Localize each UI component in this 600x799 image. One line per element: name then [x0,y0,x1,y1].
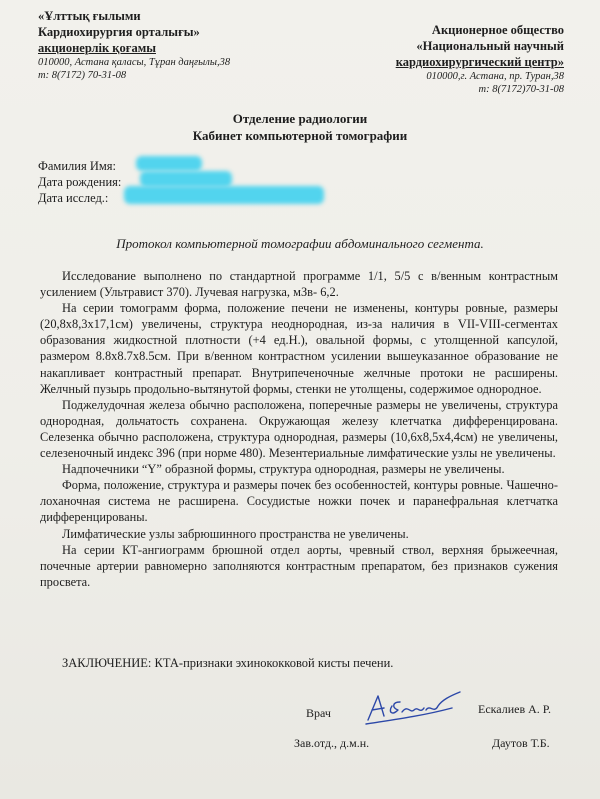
paragraph-pancreas-spleen: Поджелудочная железа обычно расположена, поперечные размеры не увеличены, структура однородная, дольчатость сохранена. Окружающая железу клетчатка дифференцирована. Селезенка обычно расположена, структура однородная, размеры (10,6х8,5х4,4см) не увеличены, селезеночный индекс 396 (при норме 480). Мезентериальные лимфатические узлы не увеличены. [40,397,558,461]
header-right-line1: Акционерное общество [431,23,564,37]
header-right [396,22,564,96]
header-left-line3: акционерлік қоғамы [38,41,156,55]
doctor-name: Ескалиев А. Р. [478,702,551,716]
department-line1: Отделение радиологии [232,111,368,126]
department-heading [0,110,600,144]
conclusion: ЗАКЛЮЧЕНИЕ: КТА-признаки эхинококковой кисты печени. [62,656,394,670]
doctor-label: Врач [306,706,331,720]
header-right-phone: т: 8(7172)70-31-08 [478,84,564,95]
head-label: Зав.отд., д.м.н. [294,736,370,750]
paragraph-technique: Исследование выполнено по стандартной программе 1/1, 5/5 с в/венным контрастным усилением (Ультравист 370). Лучевая нагрузка, мЗв- 6,2. [40,269,558,300]
paragraph-lymph-nodes: Лимфатические узлы забрюшинного пространства не увеличены. [62,526,409,541]
redaction-dob [140,171,232,187]
report-body [40,268,558,590]
paragraph-angiography: На серии КТ-ангиограмм брюшной отдел аорты, чревный ствол, верхняя брыжеечная, почечные артерии равномерно заполняются контрастным препаратом, без признаков сужения просвета. [40,542,558,589]
paragraph-liver: На серии томограмм форма, положение печени не изменены, контуры ровные, размеры (20,8х8,3х17,1см) увеличены, структура неоднородная, из-за наличия в VII-VIII-сегментах образования жидкостной плотности (+4 ед.Н.), овальной формы, с утолщенной капсулой, размером 8.8х8.7х8.5см. При в/венном контрастном усилении вышеуказанное образование не накапливает контрастный препарат. Внутрипеченочные желчные протоки не расширены. Желчный пузырь продольно-вытянутой формы, стенки не утолщены, содержимое однородное. [40,301,558,396]
department-line2: Кабинет компьютерной томографии [192,128,408,143]
head-name: Даутов Т.Б. [492,736,550,750]
dob-label: Дата рождения: [38,175,122,189]
header-right-line3: кардиохирургический центр» [395,55,564,69]
protocol-title: Протокол компьютерной томографии абдоминального сегмента. [116,236,484,251]
name-label: Фамилия Имя: [38,159,116,173]
paragraph-adrenals: Надпочечники “Y” образной формы, структура однородная, размеры не увеличены. [62,462,505,477]
redaction-date [124,186,324,204]
header-left [38,8,230,82]
redaction-name [136,156,202,171]
paragraph-kidneys: Форма, положение, структура и размеры почек без особенностей, контуры ровные. Чашечно-лоханочная система не расширена. Сосудистые ножки почек и паранефральная клетчатка дифференцированы. [40,478,558,525]
header-left-address: 010000, Астана қаласы, Тұран даңғылы,38 [38,57,231,68]
handwritten-signature [362,686,466,728]
exam-date-label: Дата исслед.: [38,191,109,205]
header-left-phone: т: 8(7172) 70-31-08 [38,70,127,81]
patient-fields [38,158,121,206]
header-right-address: 010000,г. Астана, пр. Туран,38 [426,71,564,82]
header-left-line1: «Ұлттық ғылыми [38,9,141,23]
header-right-line2: «Национальный научный [416,39,564,53]
header-left-line2: Кардиохирургия орталығы» [38,25,200,39]
